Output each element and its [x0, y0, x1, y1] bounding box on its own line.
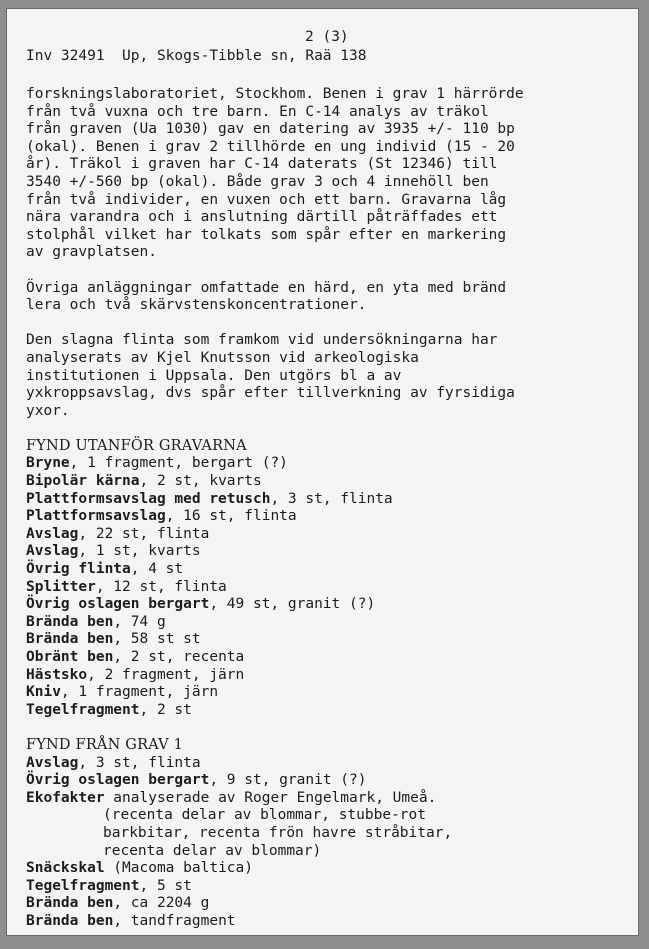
ekofakter-note-line: recenta delar av blommar) — [103, 842, 322, 859]
find-item-detail: , 2 st, recenta — [113, 649, 245, 665]
find-item-detail: , 16 st, flinta — [165, 508, 297, 525]
find-item-name: Brända ben — [26, 895, 114, 912]
find-item — [26, 455, 641, 473]
ekofakter-notes — [26, 807, 641, 860]
find-item-name: Kniv — [26, 684, 61, 701]
find-item-name: Bipolär kärna — [26, 473, 140, 490]
find-item — [26, 561, 641, 579]
find-item-name: Övrig oslagen bergart — [26, 596, 210, 613]
find-item-detail: , 2 st — [139, 701, 192, 718]
find-item — [26, 878, 641, 896]
find-item-name: Splitter — [26, 578, 96, 595]
find-item-detail: , 5 st — [139, 877, 192, 894]
find-item-detail: , 22 st, flinta — [78, 525, 210, 542]
find-item-detail: , 2 fragment, järn — [87, 666, 245, 683]
find-item-name: Bryne — [26, 455, 70, 472]
finds-grave1-heading: FYND FRÅN GRAV 1 — [26, 736, 184, 753]
find-item-detail: , 1 fragment, bergart (?) — [69, 455, 288, 472]
find-item-name: Tegelfragment — [26, 701, 140, 718]
find-item-detail: (Macoma baltica) — [104, 860, 253, 877]
document-body — [26, 86, 641, 931]
ekofakter-note-line: barkbitar, recenta frön havre stråbitar, — [103, 824, 453, 841]
find-item — [26, 508, 641, 526]
finds-outside-list — [26, 455, 641, 719]
find-item-name: Avslag — [26, 754, 79, 771]
find-item-detail: , 74 g — [113, 613, 166, 630]
find-item-detail: , 49 st, granit (?) — [209, 596, 376, 613]
find-item-name: Hästsko — [26, 666, 88, 683]
find-item-name: Avslag — [26, 525, 79, 542]
paragraph-other-features: Övriga anläggningar omfattade en härd, en yta med bränd lera och två skärvstenskoncentrationer. — [26, 279, 507, 314]
find-item-detail: , 1 fragment, järn — [60, 684, 219, 701]
find-item-detail: , 2 st, kvarts — [139, 473, 262, 490]
find-item — [26, 667, 641, 685]
find-item-name: Brända ben — [26, 631, 114, 648]
find-item-name: Brända ben — [26, 912, 114, 929]
page-number: 2 (3) — [305, 29, 349, 45]
finds-grave1-list — [26, 755, 641, 808]
find-item-detail: , 1 st, kvarts — [78, 543, 201, 560]
find-item — [26, 755, 641, 773]
find-item-detail: , 3 st, flinta — [270, 490, 393, 507]
find-item-name: Tegelfragment — [26, 877, 140, 894]
document-card — [6, 8, 639, 936]
find-item — [26, 913, 641, 931]
paragraph-grave-analysis: forskningslaboratoriet, Stockhom. Benen i grav 1 härrörde från två vuxna och tre barn. En C-14 analys av träkol från graven (Ua 1030) gav en datering av 3935 +/- 110 bp (okal). Benen i grav 2 tillhörde en ung individ (15 - 20 år). Träkol i graven har C-14 daterats (St 12346) till 3540 +/-560 bp (okal). Både grav 3 och 4 innehöll ben från två individer, en vuxen och ett barn. Gravarna låg nära varandra och i anslutning därtill påträffades ett stolphål vilket har tolkats som spår efter en markering av gravplatsen. — [26, 86, 524, 261]
inventory-header: Inv 32491 Up, Skogs-Tibble sn, Raä 138 — [26, 48, 367, 64]
find-item-name: Avslag — [26, 543, 79, 560]
find-item-name: Plattformsavslag med retusch — [26, 490, 271, 507]
find-item — [26, 860, 641, 878]
ekofakter-note-line: (recenta delar av blommar, stubbe-rot — [103, 807, 427, 824]
find-item-name: Ekofakter — [26, 789, 105, 806]
find-item — [26, 702, 641, 720]
find-item-detail: analyserade av Roger Engelmark, Umeå. — [104, 789, 437, 806]
find-item-name: Brända ben — [26, 613, 114, 630]
find-item — [26, 526, 641, 544]
find-item-detail: , tandfragment — [113, 912, 236, 929]
find-item-name: Snäckskal — [26, 860, 105, 877]
find-item-detail: , 12 st, flinta — [95, 578, 227, 595]
find-item — [26, 790, 641, 808]
find-item — [26, 579, 641, 597]
find-item — [26, 614, 641, 632]
find-item-detail: , ca 2204 g — [113, 895, 210, 912]
find-item — [26, 473, 641, 491]
find-item — [26, 684, 641, 702]
paragraph-flint-analysis: Den slagna flinta som framkom vid undersökningarna har analyserats av Kjel Knutsson vid arkeologiska institutionen i Uppsala. Den utgörs bl a av yxkroppsavslag, dvs spår efter tillverkning av fyrsidiga yxor. — [26, 332, 515, 419]
finds-outside-heading: FYND UTANFÖR GRAVARNA — [26, 437, 247, 454]
find-item-name: Plattformsavslag — [26, 508, 166, 525]
find-item — [26, 895, 641, 913]
find-item-name: Övrig oslagen bergart — [26, 772, 210, 789]
find-item — [26, 631, 641, 649]
find-item-detail: , 3 st, flinta — [78, 754, 201, 771]
find-item — [26, 772, 641, 790]
find-item — [26, 596, 641, 614]
find-item — [26, 649, 641, 667]
find-item — [26, 491, 641, 509]
find-item-detail: , 58 st st — [113, 631, 201, 648]
find-item-detail: , 9 st, granit (?) — [209, 772, 367, 789]
find-item — [26, 543, 641, 561]
find-item-detail: , 4 st — [130, 561, 184, 578]
find-item-name: Obränt ben — [26, 649, 114, 665]
finds-grave1-list-continued — [26, 860, 641, 930]
find-item-name: Övrig flinta — [26, 561, 131, 578]
